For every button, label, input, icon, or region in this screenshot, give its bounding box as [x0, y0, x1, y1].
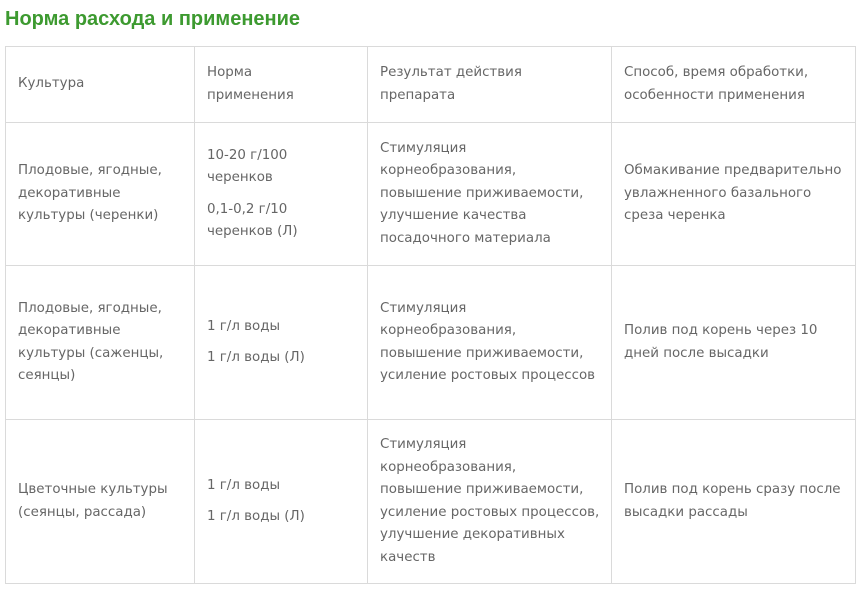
table-header-row: [6, 47, 856, 123]
table-row: [6, 420, 856, 584]
crop-cell: Цветочные культуры (сеянцы, рассада): [6, 420, 195, 584]
header-method: Способ, время обработки, особенности применения: [612, 47, 856, 123]
header-rate: [195, 47, 368, 123]
application-rates-table: [5, 46, 856, 584]
rate-value-home: 1 г/л воды (Л): [207, 350, 305, 365]
section-title: Норма расхода и применение: [5, 8, 301, 30]
header-rate-label: Норма применения: [207, 65, 294, 103]
rate-value: 10-20 г/100 черенков: [207, 147, 288, 185]
header-result: Результат действия препарата: [368, 47, 612, 123]
rate-value: 1 г/л воды: [207, 477, 281, 493]
crop-cell: Плодовые, ягодные, декоративные культуры (черенки): [6, 123, 195, 266]
method-cell: Полив под корень через 10 дней после высадки: [612, 266, 856, 420]
table-row: [6, 123, 856, 266]
rate-value-home: 0,1-0,2 г/10 черенков (Л): [207, 201, 298, 239]
method-cell: Полив под корень сразу после высадки рассады: [612, 420, 856, 584]
result-cell: Стимуляция корнеобразования, повышение приживаемости, усиление ростовых процессов, улучшение декоративных качеств: [368, 420, 612, 584]
rate-value-home: 1 г/л воды (Л): [207, 509, 305, 524]
crop-cell: Плодовые, ягодные, декоративные культуры (саженцы, сеянцы): [6, 266, 195, 420]
rate-cell: [195, 123, 368, 266]
method-cell: Обмакивание предварительно увлажненного базального среза черенка: [612, 123, 856, 266]
rate-cell: [195, 266, 368, 420]
table-row: [6, 266, 856, 420]
header-crop: Культура: [6, 47, 195, 123]
rate-value: 1 г/л воды: [207, 318, 281, 334]
rate-cell: [195, 420, 368, 584]
result-cell: Стимуляция корнеобразования, повышение приживаемости, усиление ростовых процессов: [368, 266, 612, 420]
result-cell: Стимуляция корнеобразования, повышение приживаемости, улучшение качества посадочного материала: [368, 123, 612, 266]
